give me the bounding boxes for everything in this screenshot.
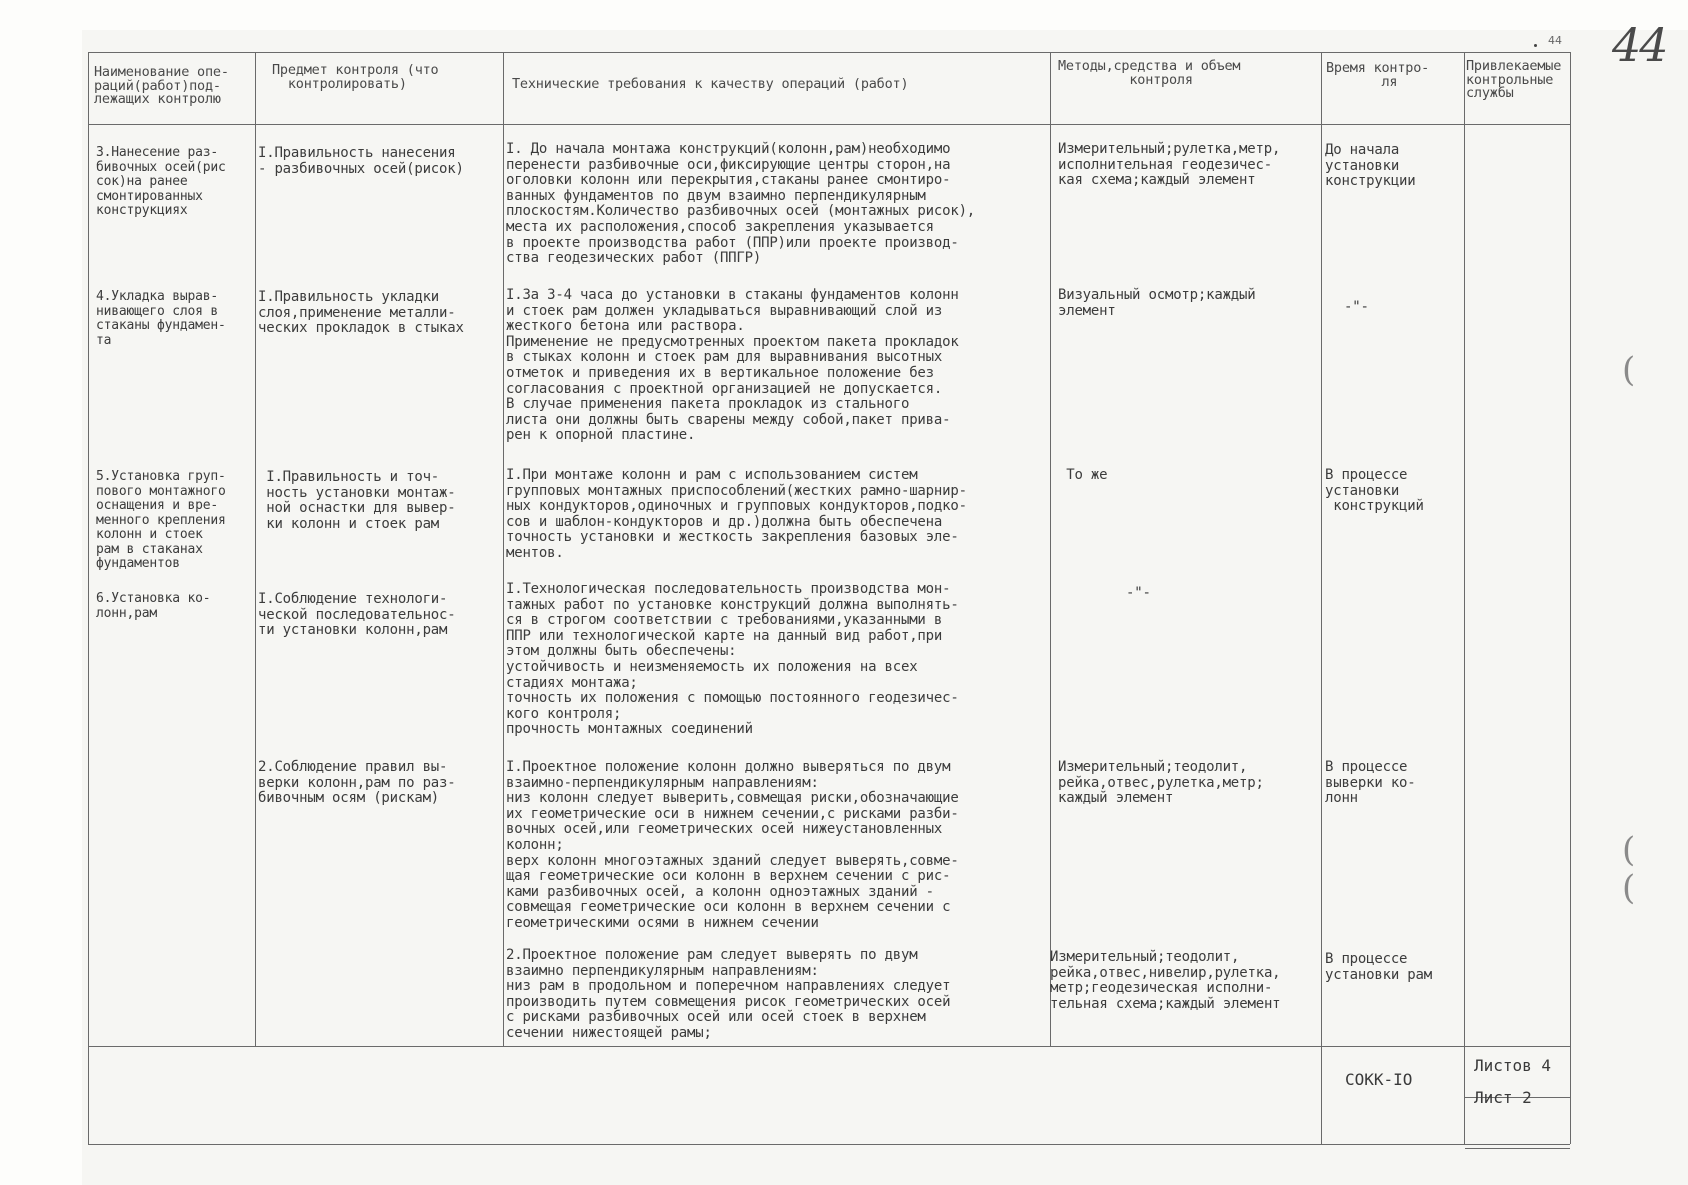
row-subject: I.Соблюдение технологи- ческой последовательнос- ти установки колонн,рам bbox=[258, 591, 456, 639]
header-services: Привлекаемые контрольные службы bbox=[1466, 58, 1562, 101]
row-methods: Визуальный осмотр;каждый элемент bbox=[1058, 287, 1256, 319]
header-requirements: Технические требования к качеству операций (работ) bbox=[512, 76, 909, 92]
row-requirements: I.Технологическая последовательность производства мон- тажных работ по установке конструкций должна выполнять- ся в строгом соответствии с требованиями,указанными в ППР или технологической карте на данный вид работ,при этом должны быть обеспечены: устойчивость и неизменяемость их положения на всех стадиях монтажа; точность их положения с помощью постоянного геодезичес- кого контроля; прочность монтажных соединений bbox=[506, 581, 959, 738]
pencil-page-number: 44 bbox=[1548, 34, 1562, 47]
footer-separator bbox=[88, 1046, 1570, 1047]
header-operation: Наименование опе- раций(работ)под- лежащих контролю bbox=[94, 64, 229, 107]
row-requirements: I. До начала монтажа конструкций(колонн,рам)необходимо перенести разбивочные оси,фиксирующие центры сторон,на оголовки колонн или перекрытия,стаканы ранее смонтиро- ванных фундаментов по двум взаимно перпендикулярным плоскостям.Количество разбивочных осей (монтажных рисок), места их расположения,способ закрепления указывается в проекте производства работ (ППР)или проекте производ- ства геодезических работ (ППГР) bbox=[506, 141, 976, 267]
row-subject: I.Правильность и точ- ность установки монтаж- ной оснастки для вывер- ки колонн и стоек рам bbox=[266, 469, 456, 532]
table-border-bottom bbox=[88, 1144, 1570, 1145]
row-subject: 2.Соблюдение правил вы- верки колонн,рам по раз- бивочным осям (рискам) bbox=[258, 759, 456, 807]
row-operation: 5.Установка груп- пового монтажного оснащения и вре- менного крепления колонн и стоек рам в стаканах фундаментов bbox=[96, 469, 226, 571]
table-border-top bbox=[88, 52, 1570, 53]
row-methods: -"- bbox=[1126, 585, 1151, 601]
row-methods: То же bbox=[1058, 467, 1108, 483]
row-methods: Измерительный;теодолит, рейка,отвес,рулетка,метр; каждый элемент bbox=[1058, 759, 1264, 807]
row-operation: 4.Укладка вырав- нивающего слоя в стаканы фундамен- та bbox=[96, 289, 226, 348]
row-methods: Измерительный;рулетка,метр, исполнительная геодезичес- кая схема;каждый элемент bbox=[1058, 141, 1281, 189]
row-time: В процессе установки рам bbox=[1325, 951, 1432, 983]
column-divider bbox=[1321, 52, 1322, 1144]
binding-mark: ( bbox=[1622, 350, 1636, 390]
table-border-right bbox=[1570, 52, 1571, 1144]
stamp-bottom bbox=[1465, 1148, 1570, 1149]
total-sheets: Листов 4 bbox=[1474, 1056, 1552, 1075]
column-divider bbox=[255, 52, 256, 1046]
column-divider bbox=[1464, 52, 1465, 1144]
row-requirements: I.За 3-4 часа до установки в стаканы фундаментов колонн и стоек рам должен укладываться выравнивающий слой из жесткого бетона или раствора. Применение не предусмотренных проектом пакета прокладок в стыках колонн и стоек рам для выравнивания высотных отметок и приведения их в вертикальное положение без согласования с проектной организацией не допускается. В случае применения пакета прокладок из стального листа они должны быть сварены между собой,пакет прива- рен к опорной пластине. bbox=[506, 287, 959, 444]
row-operation: 3.Нанесение раз- бивочных осей(рис сок)на ранее смонтированных конструкциях bbox=[96, 145, 226, 218]
row-requirements: I.При монтаже колонн и рам с использованием систем групповых монтажных приспособлений(жестких рамно-шарнир- ных кондукторов,одиночных и групповых кондукторов,подко- сов и шаблон-кондукторов и др.)должна быть обеспечена точность установки и жесткость закрепления базовых эле- ментов. bbox=[506, 467, 967, 561]
doc-code: СОКК-IO bbox=[1345, 1070, 1413, 1089]
dot-mark bbox=[1534, 44, 1537, 47]
row-time: В процессе установки конструкций bbox=[1325, 467, 1424, 515]
row-time: До начала установки конструкции bbox=[1325, 142, 1416, 190]
binding-mark: ( bbox=[1622, 868, 1636, 908]
sheet-number: Лист 2 bbox=[1474, 1088, 1532, 1107]
binding-mark: ( bbox=[1622, 830, 1636, 870]
header-time: Время контро- ля bbox=[1326, 60, 1430, 90]
row-methods: Измерительный;теодолит, рейка,отвес,нивелир,рулетка, метр;геодезическая исполни- тельная схема;каждый элемент bbox=[1050, 949, 1281, 1012]
row-subject: I.Правильность нанесения - разбивочных осей(рисок) bbox=[258, 145, 464, 177]
header-separator bbox=[88, 124, 1570, 125]
row-time: В процессе выверки ко- лонн bbox=[1325, 759, 1416, 807]
column-divider bbox=[1050, 52, 1051, 1046]
row-requirements: 2.Проектное положение рам следует выверять по двум взаимно перпендикулярным направлениям: низ рам в продольном и поперечном направлениях следует производить путем совмещения рисок геометрических осей с рисками разбивочных осей или осей стоек в верхнем сечении нижестоящей рамы; bbox=[506, 947, 951, 1041]
header-subject: Предмет контроля (что контролировать) bbox=[272, 62, 439, 92]
header-methods: Методы,средства и объем контроля bbox=[1058, 58, 1241, 88]
row-operation: 6.Установка ко- лонн,рам bbox=[96, 591, 211, 621]
row-subject: I.Правильность укладки слоя,применение металли- ческих прокладок в стыках bbox=[258, 289, 464, 337]
row-requirements: I.Проектное положение колонн должно выверяться по двум взаимно-перпендикулярным направлениям: низ колонн следует выверить,совмещая риски,обозначающие их геометрические оси в нижнем сечении,с рисками разби- вочных осей,или геометрических осей нижеустановленных колонн; верх колонн многоэтажных зданий следует выверять,совме- щая геометрические оси колонн в верхнем сечении с рис- ками разбивочных осей, а колонн одноэтажных зданий - совмещая геометрические оси колонн в верхнем сечении с геометрическими осями в нижнем сечении bbox=[506, 759, 959, 931]
table-border-left bbox=[88, 52, 89, 1144]
row-time: -"- bbox=[1344, 299, 1369, 315]
handwritten-page-number: 44 bbox=[1612, 18, 1667, 72]
column-divider bbox=[503, 52, 504, 1046]
